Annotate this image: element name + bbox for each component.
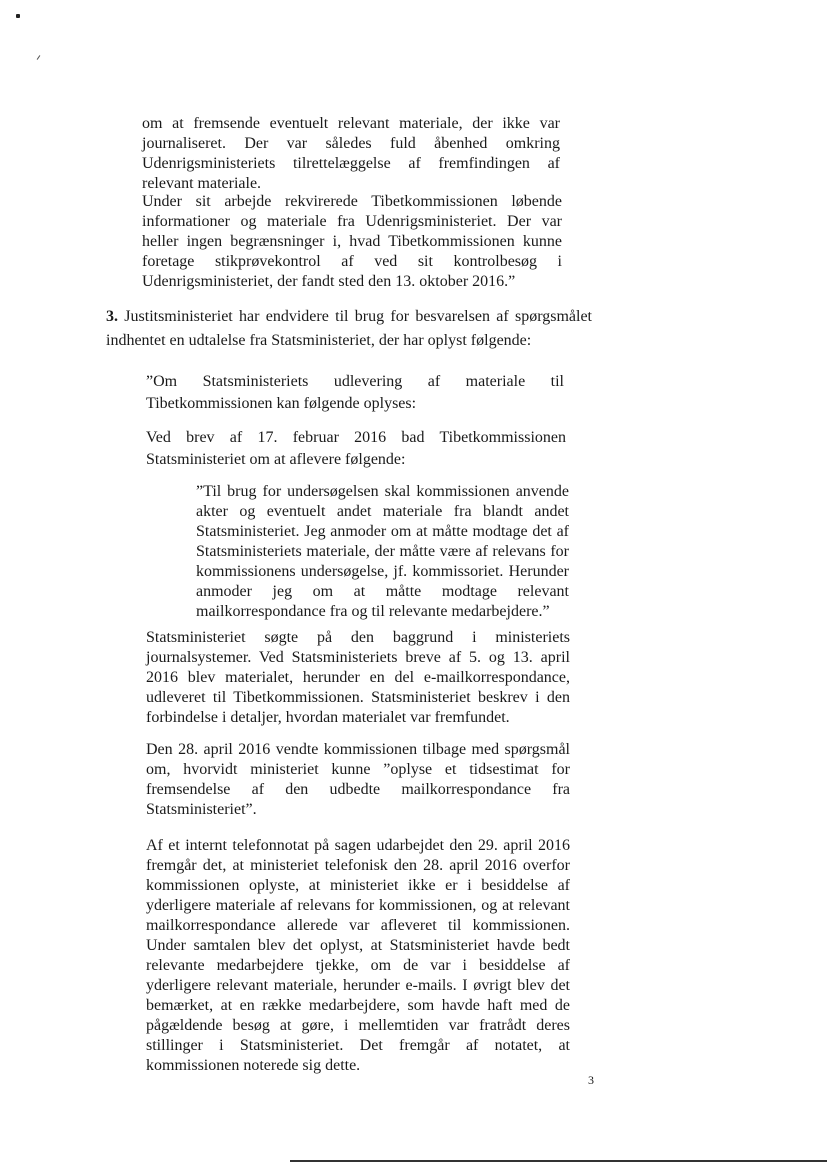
paragraph-3: 3. Justitsministeriet har endvidere til brug for besvarelsen af spørgsmålet indhentet en udtalelse fra Statsministeriet, der har oplyst følgende: [106, 308, 592, 349]
quoted-letter: ”Til brug for undersøgelsen skal kommissionen anvende akter og eventuelt andet materiale fra blandt andet Statsministeriet. Jeg anmoder om at måtte modtage det af Statsministeriets materiale, der måtte være af relevans for kommissionens undersøgelse, jf. kommissoriet. Herunder anmoder jeg om at måtte modtage relevant mailkorrespondance fra og til relevante medarbejdere.” [196, 483, 569, 620]
paragraph-7: Den 28. april 2016 vendte kommissionen tilbage med spørgsmål om, hvorvidt ministeriet kunne ”oplyse et tidsestimat for fremsendelse af den udbedte mailkorrespondance fra Statsministeriet”. [146, 741, 570, 818]
paragraph-8: Af et internt telefonnotat på sagen udarbejdet den 29. april 2016 fremgår det, at ministeriet telefonisk den 28. april 2016 overfor kommissionen oplyste, at ministeriet ikke er i besiddelse af yderligere materiale af relevans for kommissionen, og at relevant mailkorrespondance allerede var afleveret til kommissionen. Under samtalen blev det oplyst, at Statsministeriet havde bedt relevante medarbejdere tjekke, om de var i besiddelse af yderligere relevant materiale, herunder e-mails. I øvrigt blev det bemærket, at en række medarbejdere, som havde haft med de pågældende besøg at gøre, i mellemtiden var fratrådt deres stillinger i Statsministeriet. Det fremgår af notatet, at kommissionen noterede sig dette. [146, 837, 570, 1074]
paragraph-6: Statsministeriet søgte på den baggrund i ministeriets journalsystemer. Ved Statsministeriets breve af 5. og 13. april 2016 blev materialet, herunder en del e-mailkorrespondance, udleveret til Tibetkommissionen. Statsministeriet beskrev i den forbindelse i detaljer, hvordan materialet var fremfundet. [146, 629, 570, 726]
section-number: 3. [106, 308, 118, 325]
paragraph-4: ”Om Statsministeriets udlevering af materiale til Tibetkommissionen kan følgende oplyses: [146, 373, 564, 412]
scan-mark [16, 14, 20, 18]
scan-mark [37, 55, 41, 60]
paragraph-1: om at fremsende eventuelt relevant materiale, der ikke var journaliseret. Der var således fuld åbenhed omkring Udenrigsministeriets tilrettelæggelse af fremfindingen af relevant materiale. [142, 115, 560, 192]
paragraph-5: Ved brev af 17. februar 2016 bad Tibetkommissionen Statsministeriet om at aflevere følgende: [146, 429, 566, 468]
page-number: 3 [588, 1073, 594, 1087]
paragraph-2: Under sit arbejde rekvirerede Tibetkommissionen løbende informationer og materiale fra Udenrigsministeriet. Der var heller ingen begrænsninger i, hvad Tibetkommissionen kunne foretage stikprøvekontrol af ved sit kontrolbesøg i Udenrigsministeriet, der fandt sted den 13. oktober 2016.” [142, 193, 562, 290]
scan-edge-line [290, 1160, 827, 1162]
